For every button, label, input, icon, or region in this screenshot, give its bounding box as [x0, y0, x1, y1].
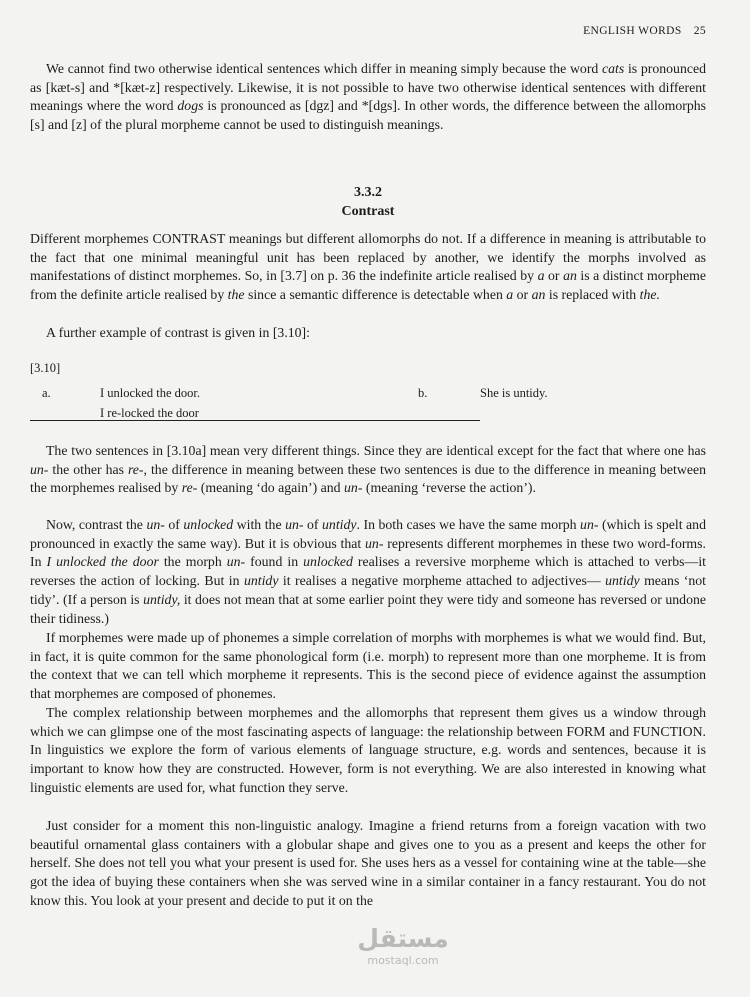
example-b-line1: She is untidy.	[480, 386, 548, 400]
paragraph-un-re	[30, 442, 706, 498]
paragraph-phonemes	[30, 629, 706, 704]
example-a-line1: I unlocked the door.	[100, 386, 200, 400]
italic-term: untidy	[243, 573, 279, 589]
paragraph-contrast-example-intro	[30, 324, 706, 343]
text-run: since a semantic difference is detectable when	[244, 287, 507, 303]
example-a-line2: I re-locked the door	[100, 406, 199, 420]
text-run: (which is spelt and pronounced in exactly the same way). But it is obvious that	[30, 517, 706, 551]
italic-term: a	[506, 287, 514, 303]
text-run: realises a reversive morpheme which is attached to verbs—it reverses the action of locking. But in	[30, 554, 706, 589]
watermark-arabic: مستقل	[357, 924, 449, 953]
italic-term: I unlocked the door	[46, 554, 159, 570]
italic-term: un-	[580, 517, 599, 532]
italic-term: the	[227, 287, 245, 303]
text-run: The complex relationship between morphemes and the allomorphs that represent them gives us a window through which we can glimpse one of the most fascinating aspects of language: the relationship between FORM and FUNCTION. In linguistics we explore the form of various elements of language structure, e.g. words and sentences, because it is important to know how they are constructed. However, form is not everything. We are also interested in knowing what linguistic elements are used for, what function they serve.	[30, 705, 706, 795]
text-run: is pronounced as [kæt-s] and *[kæt-z] respectively. Likewise, it is not possible to have two otherwise identical sentences with different meanings where the word	[30, 61, 706, 114]
text-run: it does not mean that at some earlier point they were tidy and someone has reversed or undone their tidiness.)	[30, 591, 706, 626]
text-run: is a distinct morpheme from the definite article realised by	[30, 268, 706, 303]
text-run: the morph	[158, 554, 227, 570]
text-run: of	[164, 517, 184, 532]
text-run: A further example of contrast is given in [3.10]:	[46, 325, 310, 340]
text-run: or	[513, 287, 532, 303]
italic-term: un-	[30, 461, 49, 477]
italic-term: unlocked	[303, 554, 353, 570]
example-label: [3.10]	[30, 361, 61, 375]
italic-term: unlocked	[183, 517, 234, 532]
paragraph-allomorph-meaning	[30, 60, 706, 135]
text-run: it realises a negative morpheme attached to adjectives—	[278, 573, 606, 589]
text-run: Different morphemes CONTRAST meanings but different allomorphs do not. If a difference in meaning is attributable to the fact that one minimal meaningful unit has been replaced by another, we identify the morphs involved as manifestations of distinct morphemes. So, in [3.7] on p. 36 the indefinite article realised by	[30, 231, 706, 284]
text-run: We cannot find two otherwise identical sentences which differ in meaning simply because the word	[46, 61, 603, 76]
italic-term: an	[563, 268, 577, 284]
italic-term: re-	[127, 461, 144, 477]
section-number: 3.3.2	[354, 185, 382, 200]
book-page	[30, 0, 706, 997]
italic-term: un-	[146, 517, 165, 532]
example-rule	[30, 420, 480, 421]
paragraph-form-function	[30, 704, 706, 798]
italic-term: untidy,	[143, 591, 181, 607]
italic-term: un-	[285, 517, 304, 532]
watermark-latin: mostaql.com	[367, 954, 439, 967]
section-title: Contrast	[341, 204, 395, 219]
text-run: . In both cases we have the same morph	[356, 517, 581, 532]
text-run: with the	[233, 517, 286, 532]
text-run: The two sentences in [3.10a] mean very different things. Since they are identical except for the fact that where one has	[46, 443, 706, 458]
text-run: (meaning ‘reverse the action’).	[362, 480, 536, 496]
example-b-label: b.	[418, 386, 428, 400]
running-title: ENGLISH WORDS	[583, 25, 682, 37]
italic-term: dogs	[177, 98, 204, 114]
italic-term: un-	[226, 554, 246, 570]
watermark-logo	[348, 924, 458, 967]
text-run: of	[303, 517, 323, 532]
example-a-label: a.	[42, 386, 51, 400]
paragraph-un-morphemes	[30, 516, 706, 628]
text-run: or	[544, 268, 564, 284]
italic-term: the.	[639, 287, 660, 303]
text-run: Now, contrast the	[46, 517, 147, 532]
text-run: is pronounced as [dgz] and *[dgs]. In other words, the difference between the allomorphs [s] and [z] of the plural morpheme cannot be used to distinguish meanings.	[30, 98, 707, 133]
paragraph-contrast-definition	[30, 230, 706, 305]
text-run: means ‘not tidy’. (If a person is	[30, 573, 706, 607]
text-run: Just consider for a moment this non-linguistic analogy. Imagine a friend returns from a foreign vacation with two beautiful ornamental glass containers with a globular shape and gives one to you as a present and keeps the other for herself. She does not tell you what your present is used for. She uses hers as a vessel for containing wine at the table—she got the idea of buying these containers when she was served wine in a similar container in a fancy restaurant. You do not know this. You look at your present and decide to put it on the	[30, 818, 706, 908]
text-run: (meaning ‘do again’) and	[197, 480, 345, 496]
text-run: found in	[245, 554, 304, 570]
running-head	[583, 25, 706, 37]
text-run: , the difference in meaning between these two sentences is due to the difference in meaning between the morphemes realised by	[30, 461, 706, 496]
paragraph-analogy	[30, 817, 706, 911]
italic-term: untidy	[322, 517, 357, 532]
italic-term: re-	[181, 480, 198, 496]
italic-term: an	[531, 287, 546, 303]
text-run: represents different morphemes in these two word-forms. In	[30, 535, 706, 570]
italic-term: cats	[602, 61, 625, 76]
text-run: is replaced with	[545, 287, 640, 303]
text-run: the other has	[48, 461, 128, 477]
italic-term: a	[537, 268, 545, 284]
italic-term: untidy	[605, 573, 640, 589]
text-run: If morphemes were made up of phonemes a simple correlation of morphs with morphemes is what we would find. But, in fact, it is quite common for the same phonological form (i.e. morph) to represent more than one morpheme. It is from the context that we can tell which morpheme it represents. This is the second piece of evidence against the assumption that morphemes are composed of phonemes.	[30, 630, 706, 702]
italic-term: un-	[365, 535, 384, 551]
italic-term: un-	[344, 480, 363, 496]
page-number: 25	[693, 25, 706, 37]
